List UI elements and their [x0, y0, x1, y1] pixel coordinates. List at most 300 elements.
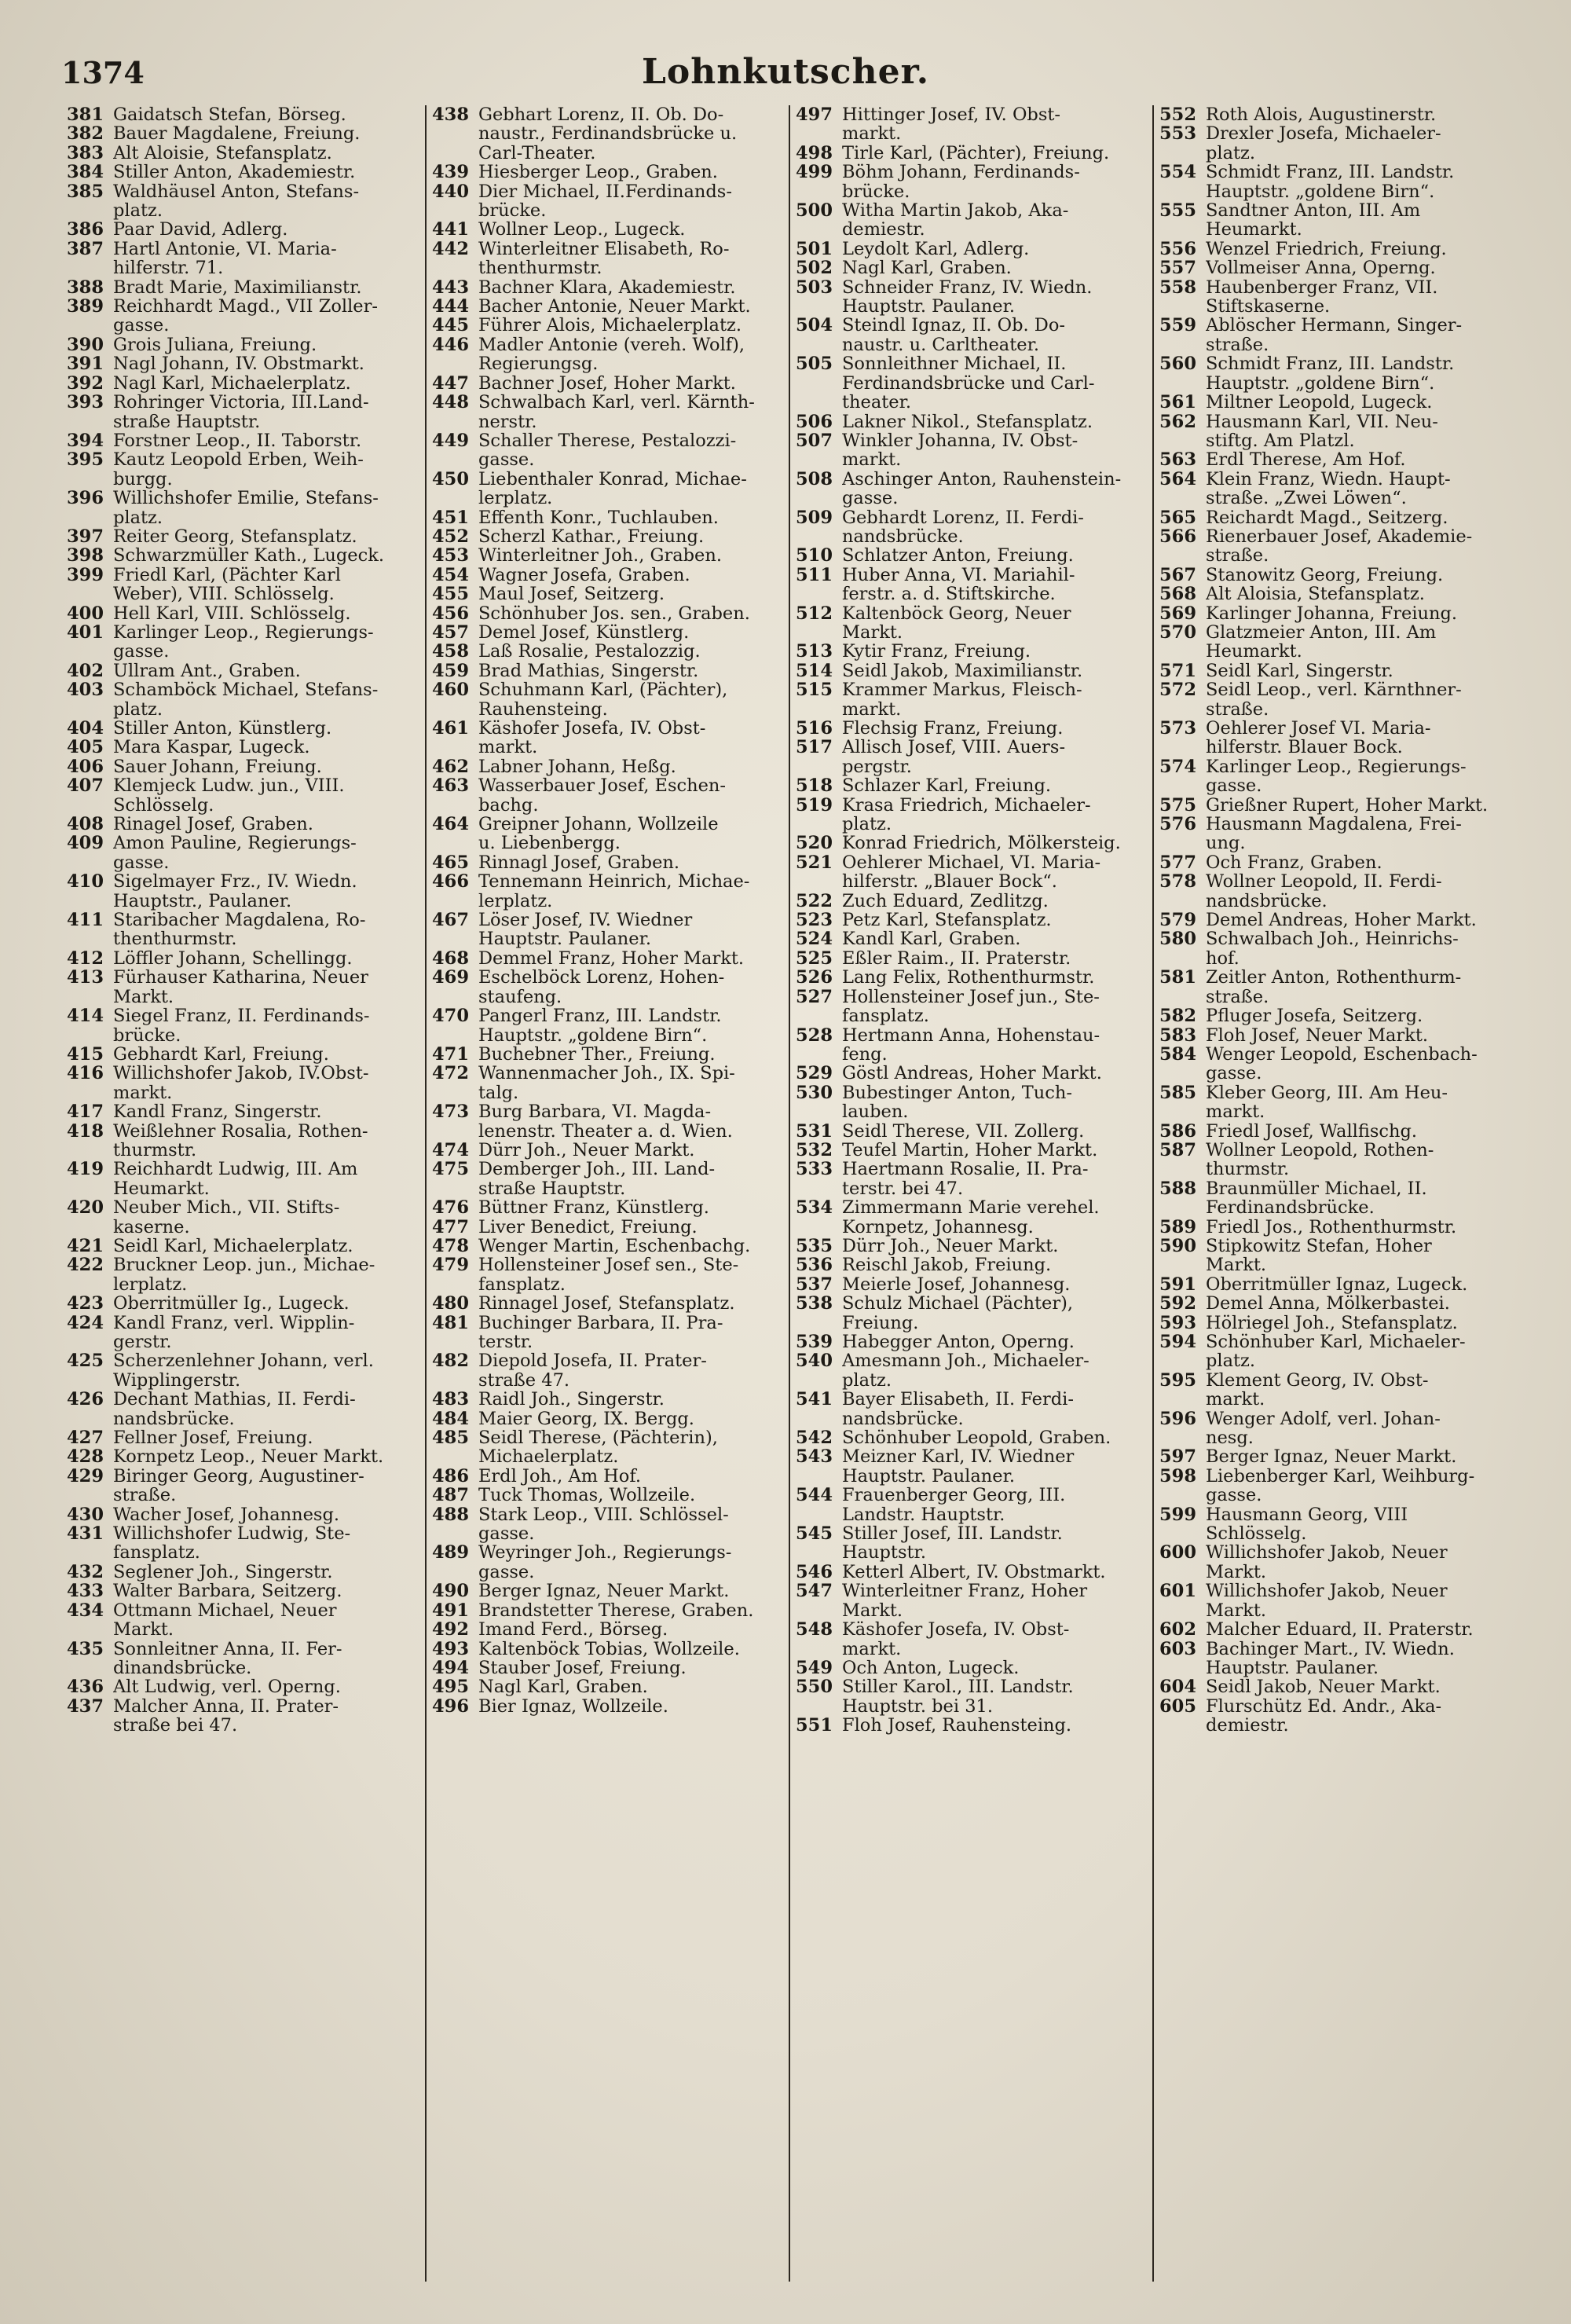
entry-number: 505 — [796, 354, 833, 375]
directory-entry-continuation — [1159, 1716, 1508, 1735]
entry-text: Hauptstr., Paulaner. — [113, 891, 292, 911]
directory-entry — [1159, 1006, 1508, 1025]
entry-text: Friedl Jos., Rothenthurmstr. — [1206, 1217, 1457, 1237]
directory-entry — [795, 470, 1144, 489]
directory-entry — [66, 354, 417, 373]
entry-number — [431, 1122, 478, 1141]
entry-number: 454 — [432, 564, 469, 585]
entry-number: 509 — [796, 507, 833, 528]
directory-entry-continuation — [431, 1083, 781, 1102]
entry-number: 425 — [67, 1351, 104, 1372]
entry-text: Erdl Joh., Am Hof. — [478, 1466, 642, 1486]
entry-text: lauben. — [842, 1102, 909, 1122]
entry-text: Hausmann Karl, VII. Neu- — [1206, 412, 1438, 431]
entry-number: 395 — [67, 449, 104, 471]
entry-text: lerplatz. — [113, 1274, 188, 1295]
entry-text: Eschelböck Lorenz, Hohen- — [478, 968, 725, 988]
entry-number: 455 — [432, 584, 469, 605]
directory-entry — [66, 911, 417, 929]
directory-entry-continuation — [795, 1543, 1144, 1562]
directory-entry — [795, 642, 1144, 661]
entry-text: Landstr. Hauptstr. — [842, 1505, 1005, 1525]
entry-number — [431, 1447, 478, 1466]
entry-number: 594 — [1159, 1332, 1196, 1352]
entry-text: platz. — [113, 508, 163, 527]
directory-entry-continuation — [795, 1314, 1144, 1332]
entry-text: Kornpetz, Johannesg. — [842, 1217, 1034, 1237]
directory-entry-continuation — [1159, 738, 1508, 757]
entry-number: 447 — [432, 372, 469, 394]
entry-number — [66, 1659, 113, 1677]
entry-number: 432 — [67, 1561, 104, 1582]
directory-entry — [431, 316, 781, 335]
directory-entry-continuation — [66, 508, 417, 527]
entry-number — [66, 508, 113, 527]
directory-entry-continuation — [66, 1409, 417, 1428]
entry-text: Amesmann Joh., Michaeler- — [842, 1351, 1089, 1371]
directory-entry-continuation — [1159, 1524, 1508, 1543]
entry-number — [1159, 700, 1206, 719]
entry-text: Markt. — [842, 1600, 903, 1621]
directory-entry-continuation — [431, 892, 781, 911]
entry-number — [795, 297, 842, 316]
entry-text: Sigelmayer Frz., IV. Wiedn. — [113, 872, 357, 892]
directory-entry — [795, 738, 1144, 757]
entry-number: 407 — [67, 775, 104, 797]
entry-number: 442 — [432, 238, 469, 259]
directory-entry — [1159, 316, 1508, 335]
entry-number: 565 — [1159, 507, 1196, 528]
directory-entry-continuation — [431, 988, 781, 1006]
directory-entry-continuation — [1159, 144, 1508, 163]
directory-entry-continuation — [431, 738, 781, 757]
directory-entry — [66, 566, 417, 585]
entry-text: Ottmann Michael, Neuer — [113, 1600, 337, 1621]
entry-number — [66, 470, 113, 489]
entry-number — [1159, 1351, 1206, 1370]
directory-entry — [431, 949, 781, 968]
directory-entry-continuation — [66, 796, 417, 815]
entry-text: Willichshofer Emilie, Stefans- — [113, 489, 379, 508]
entry-number — [795, 757, 842, 776]
entry-text: Leydolt Karl, Adlerg. — [842, 239, 1030, 259]
directory-entry-continuation — [1159, 1659, 1508, 1677]
entry-text: Buchebner Ther., Freiung. — [478, 1044, 716, 1065]
entry-number: 595 — [1159, 1369, 1196, 1391]
directory-entry — [431, 757, 781, 776]
entry-number: 513 — [796, 641, 833, 662]
entry-text: Schlatzer Anton, Freiung. — [842, 546, 1074, 566]
entry-number: 604 — [1159, 1677, 1196, 1698]
directory-entry — [66, 1198, 417, 1217]
directory-entry — [795, 1351, 1144, 1370]
entry-number — [795, 489, 842, 508]
directory-entry — [66, 776, 417, 795]
entry-number: 439 — [432, 162, 469, 183]
entry-number: 415 — [67, 1043, 104, 1065]
directory-entry — [431, 1582, 781, 1600]
entry-text: Greipner Johann, Wollzeile — [478, 815, 719, 834]
entry-number: 460 — [432, 680, 469, 701]
directory-entry — [66, 1640, 417, 1659]
entry-text: Wipplingerstr. — [113, 1370, 241, 1391]
entry-number: 405 — [67, 737, 104, 758]
entry-text: Dürr Joh., Neuer Markt. — [478, 1140, 695, 1160]
entry-number: 440 — [432, 181, 469, 202]
directory-entry — [431, 508, 781, 527]
entry-number: 462 — [432, 756, 469, 777]
directory-entry-continuation — [1159, 1198, 1508, 1217]
entry-text: thenthurmstr. — [478, 258, 602, 278]
directory-entry-continuation — [1159, 1428, 1508, 1447]
entry-text: stiftg. Am Platzl. — [1206, 431, 1355, 451]
entry-number: 560 — [1159, 354, 1196, 375]
directory-entry — [431, 278, 781, 297]
entry-number: 567 — [1159, 564, 1196, 585]
entry-text: Kornpetz Leop., Neuer Markt. — [113, 1447, 384, 1467]
entry-number: 561 — [1159, 392, 1196, 413]
entry-number — [66, 1275, 113, 1294]
directory-entry-continuation — [66, 1275, 417, 1294]
entry-number: 517 — [796, 737, 833, 758]
entry-number: 600 — [1159, 1542, 1196, 1563]
directory-entry — [66, 1428, 417, 1447]
directory-entry — [66, 1524, 417, 1543]
directory-entry — [66, 1237, 417, 1255]
entry-text: Berger Ignaz, Neuer Markt. — [1206, 1447, 1457, 1467]
entry-number: 583 — [1159, 1025, 1196, 1046]
entry-text: Demel Josef, Künstlerg. — [478, 622, 690, 643]
directory-entry — [431, 1428, 781, 1447]
entry-number: 581 — [1159, 967, 1196, 988]
directory-entry — [66, 1447, 417, 1466]
entry-text: Stark Leop., VIII. Schlössel- — [478, 1505, 729, 1525]
entry-number: 535 — [796, 1235, 833, 1256]
directory-entry-continuation — [1159, 1351, 1508, 1370]
directory-entry-continuation — [795, 757, 1144, 776]
entry-text: Frauenberger Georg, III. — [842, 1486, 1066, 1505]
entry-number: 384 — [67, 162, 104, 183]
directory-entry — [431, 470, 781, 489]
directory-column — [425, 105, 789, 2282]
directory-entry — [795, 662, 1144, 680]
directory-entry — [1159, 1447, 1508, 1466]
entry-text: Winterleitner Franz, Hoher — [842, 1582, 1088, 1601]
entry-text: Oberritmüller Ignaz, Lugeck. — [1206, 1274, 1468, 1295]
entry-number: 448 — [432, 392, 469, 413]
directory-entry — [66, 968, 417, 987]
entry-text: Winterleitner Joh., Graben. — [478, 546, 723, 566]
entry-text: Bachner Klara, Akademiestr. — [478, 277, 736, 298]
entry-number: 381 — [67, 104, 104, 125]
entry-text: Hell Karl, VIII. Schlösselg. — [113, 603, 351, 623]
entry-number: 534 — [796, 1197, 833, 1219]
directory-entry — [1159, 1045, 1508, 1064]
directory-entry — [66, 297, 417, 316]
entry-text: Hausmann Magdalena, Frei- — [1206, 815, 1462, 834]
directory-entry — [795, 929, 1144, 948]
entry-number: 527 — [796, 986, 833, 1007]
entry-number — [66, 700, 113, 719]
entry-text: Büttner Franz, Künstlerg. — [478, 1198, 709, 1218]
directory-entry — [1159, 757, 1508, 776]
entry-text: Och Franz, Graben. — [1206, 852, 1382, 873]
entry-text: markt. — [842, 450, 902, 470]
entry-number: 601 — [1159, 1581, 1196, 1602]
entry-number — [66, 1332, 113, 1351]
entry-text: Kaltenböck Tobias, Wollzeile. — [478, 1639, 740, 1659]
directory-entry-continuation — [431, 1179, 781, 1198]
directory-entry-continuation — [1159, 1064, 1508, 1083]
entry-number — [1159, 1659, 1206, 1677]
directory-entry — [1159, 911, 1508, 929]
entry-number — [795, 1371, 842, 1390]
entry-text: Nagl Johann, IV. Obstmarkt. — [113, 354, 364, 374]
directory-entry — [795, 892, 1144, 911]
entry-text: Lakner Nikol., Stefansplatz. — [842, 412, 1093, 431]
entry-number: 502 — [796, 258, 833, 279]
directory-entry — [795, 278, 1144, 297]
entry-text: Zimmermann Marie verehel. — [842, 1198, 1100, 1218]
directory-entry — [795, 1237, 1144, 1255]
directory-entry — [431, 1218, 781, 1237]
directory-entry-continuation — [66, 1141, 417, 1160]
entry-text: Schwalbach Karl, verl. Kärnth- — [478, 393, 755, 412]
entry-text: Fürhauser Katharina, Neuer — [113, 968, 368, 988]
entry-number — [431, 1524, 478, 1543]
directory-entry — [431, 1006, 781, 1025]
entry-number: 570 — [1159, 621, 1196, 643]
directory-entry-continuation — [66, 1543, 417, 1562]
entry-text: Liebenthaler Konrad, Michae- — [478, 469, 747, 489]
entry-text: talg. — [478, 1083, 519, 1103]
entry-text: Roth Alois, Augustinerstr. — [1206, 105, 1437, 125]
entry-number: 403 — [67, 680, 104, 701]
directory-entry — [1159, 1218, 1508, 1237]
directory-entry-continuation — [795, 182, 1144, 201]
entry-number — [66, 1716, 113, 1735]
directory-entry-continuation — [795, 1640, 1144, 1659]
entry-text: Rienerbauer Josef, Akademie- — [1206, 526, 1473, 547]
entry-number: 506 — [796, 411, 833, 432]
directory-entry — [1159, 1275, 1508, 1294]
directory-entry — [1159, 278, 1508, 297]
entry-number — [431, 144, 478, 163]
entry-number: 571 — [1159, 660, 1196, 681]
directory-entry — [795, 776, 1144, 795]
directory-columns — [61, 105, 1518, 2282]
entry-text: Malcher Anna, II. Prater- — [113, 1696, 339, 1717]
entry-text: Huber Anna, VI. Mariahil- — [842, 565, 1075, 585]
entry-text: brücke. — [842, 181, 910, 202]
entry-number — [795, 182, 842, 201]
directory-column — [61, 105, 425, 2282]
directory-entry — [431, 1314, 781, 1332]
entry-number: 478 — [432, 1235, 469, 1256]
entry-number: 487 — [432, 1485, 469, 1506]
entry-text: burgg. — [113, 469, 173, 489]
entry-text: Stiftskaserne. — [1206, 297, 1331, 317]
directory-entry — [795, 1659, 1144, 1677]
entry-text: Seidl Therese, VII. Zollerg. — [842, 1121, 1085, 1141]
entry-number — [66, 796, 113, 815]
entry-text: Buchinger Barbara, II. Pra- — [478, 1313, 723, 1332]
entry-text: naustr. u. Carltheater. — [842, 335, 1040, 355]
directory-entry — [795, 566, 1144, 585]
entry-number: 539 — [796, 1332, 833, 1352]
directory-entry — [66, 1582, 417, 1600]
entry-text: gasse. — [478, 1524, 535, 1544]
directory-entry-continuation — [795, 1505, 1144, 1524]
directory-entry-continuation — [795, 527, 1144, 546]
entry-number: 491 — [432, 1600, 469, 1621]
entry-text: lerplatz. — [478, 891, 553, 911]
entry-number: 453 — [432, 545, 469, 566]
entry-number — [66, 1218, 113, 1237]
entry-number: 577 — [1159, 852, 1196, 873]
entry-number — [66, 1620, 113, 1639]
entry-number — [431, 1179, 478, 1198]
entry-number: 551 — [796, 1715, 833, 1736]
directory-entry — [66, 1314, 417, 1332]
entry-number — [795, 1102, 842, 1121]
directory-entry — [795, 508, 1144, 527]
entry-text: Willichshofer Jakob, Neuer — [1206, 1582, 1448, 1601]
entry-number — [795, 1697, 842, 1716]
entry-number: 549 — [796, 1657, 833, 1678]
entry-text: nandsbrücke. — [842, 526, 964, 547]
entry-number: 532 — [796, 1139, 833, 1160]
entry-text: Witha Martin Jakob, Aka- — [842, 201, 1069, 221]
entry-text: Ferdinandsbrücke und Carl- — [842, 373, 1095, 394]
entry-text: Friedl Josef, Wallfischg. — [1206, 1121, 1418, 1141]
entry-text: Bachner Josef, Hoher Markt. — [478, 373, 736, 394]
directory-entry-continuation — [66, 201, 417, 220]
entry-text: Schmidt Franz, III. Landstr. — [1206, 163, 1455, 182]
directory-entry — [66, 240, 417, 258]
directory-entry — [1159, 1314, 1508, 1332]
entry-number — [1159, 1563, 1206, 1582]
entry-text: Gebhardt Lorenz, II. Ferdi- — [842, 508, 1084, 527]
directory-entry — [431, 1102, 781, 1121]
entry-text: Schlösselg. — [113, 795, 214, 816]
directory-entry — [431, 623, 781, 642]
directory-entry-continuation — [1159, 546, 1508, 565]
directory-entry — [431, 527, 781, 546]
directory-entry — [1159, 1179, 1508, 1198]
entry-number: 490 — [432, 1581, 469, 1602]
directory-entry-continuation — [431, 489, 781, 508]
directory-entry-continuation — [1159, 776, 1508, 795]
entry-text: Stipkowitz Stefan, Hoher — [1206, 1236, 1432, 1256]
entry-number — [795, 393, 842, 412]
entry-text: Madler Antonie (vereh. Wolf), — [478, 335, 745, 355]
entry-number: 417 — [67, 1102, 104, 1123]
directory-entry-continuation — [431, 1026, 781, 1045]
entry-number — [1159, 144, 1206, 163]
entry-text: hilferstr. „Blauer Bock“. — [842, 872, 1057, 892]
entry-number: 543 — [796, 1446, 833, 1468]
entry-number: 463 — [432, 775, 469, 797]
entry-number: 545 — [796, 1523, 833, 1545]
directory-entry-continuation — [431, 258, 781, 277]
directory-entry-continuation — [66, 585, 417, 603]
directory-entry-continuation — [1159, 892, 1508, 911]
entry-number: 520 — [796, 833, 833, 854]
entry-number: 562 — [1159, 411, 1196, 432]
entry-number: 522 — [796, 890, 833, 911]
entry-number — [431, 412, 478, 431]
entry-number — [795, 1601, 842, 1620]
entry-number — [66, 316, 113, 335]
entry-number: 584 — [1159, 1043, 1196, 1065]
directory-entry — [795, 240, 1144, 258]
entry-number: 519 — [796, 794, 833, 816]
entry-text: nesg. — [1206, 1428, 1254, 1448]
entry-text: straße 47. — [478, 1370, 570, 1391]
entry-text: Karlinger Leop., Regierungs- — [1206, 757, 1467, 777]
entry-number — [1159, 1160, 1206, 1178]
entry-number: 579 — [1159, 910, 1196, 931]
entry-number — [431, 1083, 478, 1102]
directory-entry — [66, 604, 417, 623]
entry-text: Amon Pauline, Regierungs- — [113, 834, 357, 853]
entry-text: Schwalbach Joh., Heinrichs- — [1206, 929, 1459, 949]
entry-text: Krasa Friedrich, Michaeler- — [842, 795, 1091, 816]
entry-text: Burg Barbara, VI. Magda- — [478, 1102, 712, 1122]
entry-text: Hauptstr. Paulaner. — [478, 929, 652, 949]
entry-number: 484 — [432, 1408, 469, 1429]
entry-text: gasse. — [478, 450, 535, 470]
entry-text: Sonnleitner Anna, II. Fer- — [113, 1639, 342, 1659]
directory-entry — [431, 1409, 781, 1428]
directory-entry — [431, 662, 781, 680]
entry-text: Maul Josef, Seitzerg. — [478, 585, 665, 604]
entry-text: Hittinger Josef, IV. Obst- — [842, 105, 1061, 125]
entry-text: Hauptstr. Paulaner. — [1206, 1658, 1379, 1678]
directory-entry-continuation — [431, 412, 781, 431]
entry-text: Kleber Georg, III. Am Heu- — [1206, 1083, 1448, 1103]
page-number: 1374 — [61, 55, 145, 90]
directory-entry — [795, 1428, 1144, 1447]
directory-entry — [431, 1390, 781, 1409]
entry-number: 591 — [1159, 1274, 1196, 1295]
directory-entry — [795, 354, 1144, 373]
entry-number: 572 — [1159, 680, 1196, 701]
directory-entry — [795, 1447, 1144, 1466]
entry-number — [66, 258, 113, 277]
entry-text: Zuch Eduard, Zedlitzg. — [842, 891, 1049, 911]
entry-text: gerstr. — [113, 1332, 172, 1352]
entry-number — [795, 1505, 842, 1524]
directory-entry-continuation — [795, 1697, 1144, 1716]
entry-number — [795, 527, 842, 546]
directory-entry-continuation — [66, 700, 417, 719]
entry-number: 599 — [1159, 1504, 1196, 1525]
entry-number: 483 — [432, 1389, 469, 1410]
entry-number: 559 — [1159, 315, 1196, 336]
entry-text: Brandstetter Therese, Graben. — [478, 1600, 754, 1621]
entry-text: Drexler Josefa, Michaeler- — [1206, 124, 1441, 144]
entry-number: 500 — [796, 200, 833, 222]
directory-entry — [1159, 719, 1508, 738]
entry-number: 433 — [67, 1581, 104, 1602]
directory-entry — [795, 1582, 1144, 1600]
entry-text: gasse. — [478, 1562, 535, 1582]
entry-number: 409 — [67, 833, 104, 854]
entry-text: Markt. — [113, 1620, 174, 1640]
directory-column — [1152, 105, 1516, 2282]
